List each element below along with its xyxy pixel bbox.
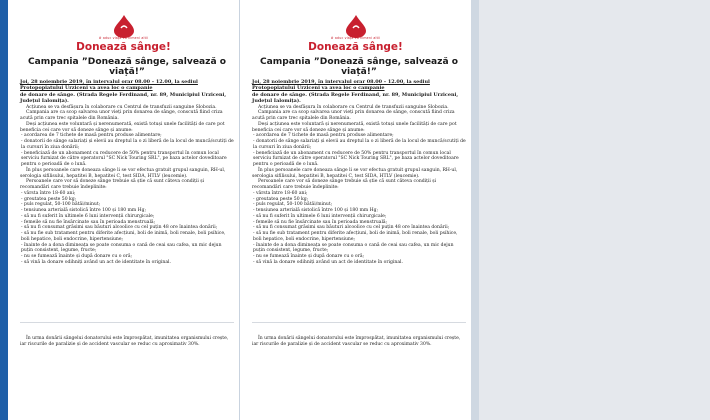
paragraph: Campania are ca scop salvarea unor vieți prin donarea de sânge, conscută fiind criza acută prin care trec spitalele din România. (20, 110, 223, 122)
list-item: - să vină la donare odihniți având un act de identitate în original. (21, 259, 171, 265)
intro-rest: de donare de sânge. (Strada Regele Ferdinand, nr. 89, Municipiul Urziceni, Județul Ialomița). (252, 91, 459, 105)
list-item: - înainte de a dona dimineața se poate consuma o cană de ceai sau cafea, un mic dejun puțin consistent, legume, fructe; (21, 242, 222, 254)
list-item: - să nu fi consumat grăsimi sau băuturi alcoolice cu cel puțin 48 ore înaintea donării; (21, 225, 218, 231)
divider (20, 322, 234, 323)
list-item: - acordarea de 7 tichete de masă pentru produse alimentare; (21, 133, 162, 139)
list-item: - să nu fie sub tratament pentru diferite afecțiuni, boli de inimă, boli renale, boli psihice, boli hepatice, boli endocrine, hipertensiune; (21, 231, 226, 242)
list-item: - înainte de a dona dimineața se poate consuma o cană de ceai sau cafea, un mic dejun puțin consistent, legume, fructe; (253, 242, 454, 254)
list-item: - puls regulat, 50-100 bătăi/minut; (21, 202, 101, 208)
flyer-left (8, 0, 239, 420)
list-item: - vârsta între 18-60 ani; (253, 190, 308, 196)
list-item: - nu se fumează înainte și după donare cu o oră; (253, 254, 365, 260)
list-item: - să nu fie sub tratament pentru diferite afecțiuni, boli de inimă, boli renale, boli psihice, boli hepatice, boli endocrine, hipertensiune; (253, 231, 458, 242)
intro-underlined: Joi, 28 noiembrie 2019, în intervalul orar 08.00 – 12.00, la sediul Protopopiatului Urziceni va avea loc o campanie (252, 79, 430, 92)
paragraph: Deși acțiunea este voluntară și nerenumerată, există totuși unele facilități de care pot beneficia cei care vor să doneze sânge și anume: (20, 121, 225, 133)
flyer-right (240, 0, 471, 420)
headline: Donează sânge! (308, 41, 403, 53)
announcement-body (252, 79, 466, 266)
headline: Donează sânge! (76, 41, 171, 53)
list-item: - beneficiază de un abonament cu reducere de 50% pentru transportul în comun local serviciu furnizat de către operatorul "SC Nick Touring SRL", pe baza actelor doveditoare pentru o perioadă de o lună. (253, 150, 459, 168)
list-item: - greutatea peste 50 kg; (21, 196, 77, 202)
paragraph: Persoanele care vor să doneze sânge trebuie să știe că sunt câteva condiții și recomandări care trebuie îndeplinite: (20, 179, 205, 191)
paragraph: În plus persoanele care doneaza sânge li se vor efectua gratuit grupul sanguin, RH-ul, serologia sifilisului, hepatitei B, hepatitei C, test SIDA, HTLV (leucemie). (252, 167, 458, 179)
paragraph: Acțiunea se va desfășura în colaborare cu Centrul de transfuzii sanguine Slobozia. (258, 104, 449, 110)
paragraph: Campania are ca scop salvarea unor vieți prin donarea de sânge, conscută fiind criza acută prin care trec spitalele din România. (252, 110, 455, 122)
left-border (0, 0, 8, 420)
list-item: - nu se fumează înainte și după donare cu o oră; (21, 254, 133, 260)
footer-note: În urma donării sângelui donatorului este împrospătat, imunitatea organismului crește, iar riscurile de paralizie și de accident vascular se reduc cu aproximativ 30%. (20, 336, 229, 347)
list-item: - să nu fi suferit în ultimele 6 luni intervenții chirurgicale; (253, 213, 387, 219)
list-item: - vârsta între 18-60 ani; (21, 190, 76, 196)
list-item: - donatorii de sânge salariați și elevii au dreptul la o zi liberă de la locul de muncă/scutiți de la cursuri în ziua donării; (21, 139, 234, 150)
paragraph: Persoanele care vor să doneze sânge trebuie să știe că sunt câteva condiții și recomandări care trebuie îndeplinite: (252, 179, 437, 191)
list-item: - să vină la donare odihniți având un act de identitate în original. (253, 259, 403, 265)
empty-area (479, 0, 710, 420)
right-border (471, 0, 479, 420)
list-item: - să nu fi suferit în ultimele 6 luni intervenții chirurgicale; (21, 213, 155, 219)
campaign-title: Campania ”Donează sânge, salvează o viață!” (27, 57, 227, 78)
list-item: - acordarea de 7 tichete de masă pentru produse alimentare; (253, 133, 394, 139)
divider (252, 322, 466, 323)
list-item: - femeile să nu fie însărcinate sau în perioada menstruală; (21, 219, 156, 225)
intro-rest: de donare de sânge. (Strada Regele Ferdinand, nr. 89, Municipiul Urziceni, Județul Ialomița). (20, 91, 227, 105)
paragraph: În plus persoanele care doneaza sânge li se vor efectua gratuit grupul sanguin, RH-ul, serologia sifilisului, hepatitei B, hepatitei C, test SIDA, HTLV (leucemie). (20, 167, 226, 179)
logo-tagline: # aduc viață ca nimeni altii (98, 36, 149, 40)
list-item: - donatorii de sânge salariați și elevii au dreptul la o zi liberă de la locul de muncă/scutiți de la cursuri în ziua donării; (253, 139, 466, 150)
list-item: - beneficiază de un abonament cu reducere de 50% pentru transportul în comun local serviciu furnizat de către operatorul "SC Nick Touring SRL", pe baza actelor doveditoare pentru o perioadă de o lună. (21, 150, 227, 168)
intro-underlined: Joi, 28 noiembrie 2019, în intervalul orar 08.00 – 12.00, la sediul Protopopiatului Urziceni va avea loc o campanie (20, 79, 198, 92)
list-item: - tensiunea arterială sistolică între 100 și 180 mm Hg; (253, 208, 379, 214)
list-item: - greutatea peste 50 kg; (253, 196, 309, 202)
logo-tagline: # aduc viață ca nimeni altii (330, 36, 381, 40)
announcement-body (20, 79, 234, 266)
list-item: - tensiunea arterială sistolică între 100 și 180 mm Hg; (21, 208, 147, 214)
list-item: - să nu fi consumat grăsimi sau băuturi alcoolice cu cel puțin 48 ore înaintea donării; (253, 225, 450, 231)
paragraph: Deși acțiunea este voluntară și nerenumerată, există totuși unele facilități de care pot beneficia cei care vor să doneze sânge și anume: (252, 121, 457, 133)
list-item: - femeile să nu fie însărcinate sau în perioada menstruală; (253, 219, 388, 225)
campaign-title: Campania ”Donează sânge, salvează o viață!” (259, 57, 459, 78)
list-item: - puls regulat, 50-100 bătăi/minut; (253, 202, 333, 208)
footer-note: În urma donării sângelui donatorului este împrospătat, imunitatea organismului crește, iar riscurile de paralizie și de accident vascular se reduc cu aproximativ 30%. (252, 336, 461, 347)
paragraph: Acțiunea se va desfășura în colaborare cu Centrul de transfuzii sanguine Slobozia. (26, 104, 217, 110)
